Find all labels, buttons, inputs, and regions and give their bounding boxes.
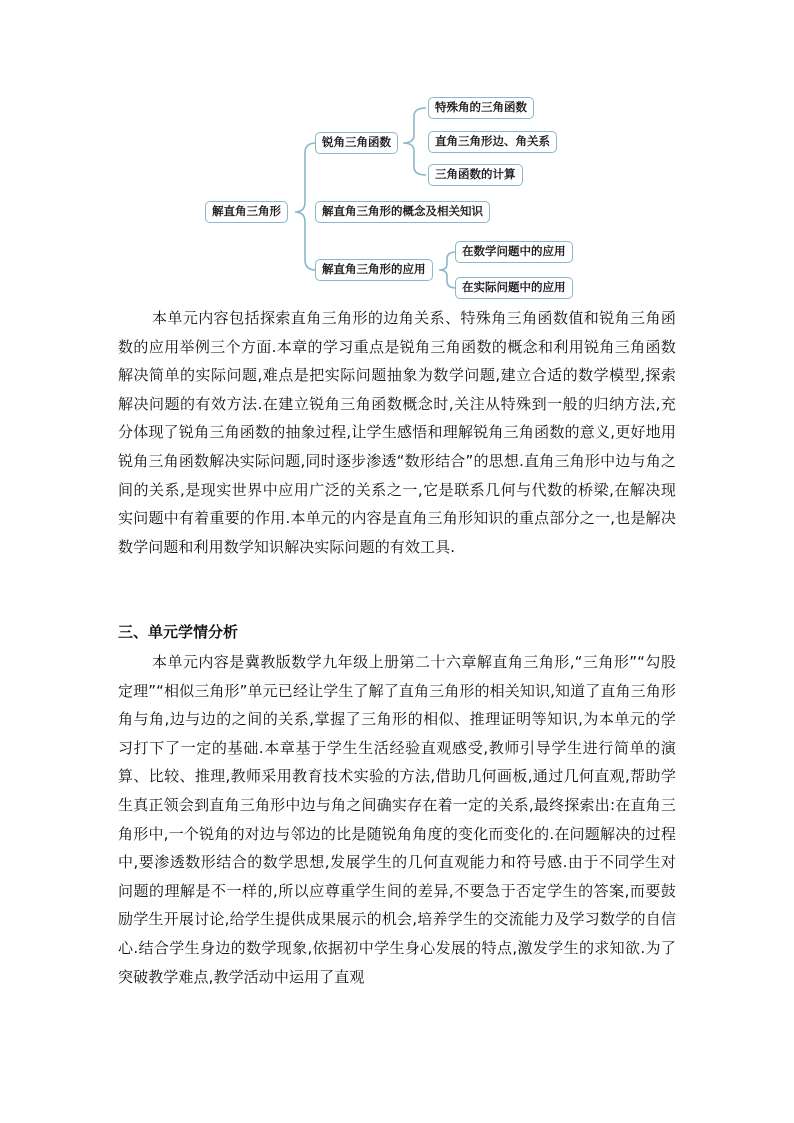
unit-content-paragraph: 本单元内容包括探索直角三角形的边角关系、特殊角三角函数值和锐角三角函数的应用举例三个方面.本章的学习重点是锐角三角函数的概念和利用锐角三角函数解决简单的实际问题,难点是把实际问题抽象为数学问题,建立合适的数学模型,探索解决问题的有效方法.在建立锐角三角函数概念时,关注从特殊到一般的归纳方法,充分体现了锐角三角函数的抽象过程,让学生感悟和理解锐角三角函数的意义,更好地用锐角三角函数解决实际问题,同时逐步渗透“数形结合”的思想.直角三角形中边与角之间的关系,是现实世界中应用广泛的关系之一,它是联系几何与代数的桥梁,在解决现实问题中有着重要的作用.本单元的内容是直角三角形知识的重点部分之一,也是解决数学问题和利用数学知识解决实际问题的有效工具.: [118, 309, 676, 556]
leaf-special-angle-trig: 特殊角的三角函数: [428, 97, 534, 119]
leaf-real-application: 在实际问题中的应用: [455, 277, 573, 299]
branch-application: 解直角三角形的应用: [315, 259, 433, 281]
branch-acute-trig-functions: 锐角三角函数: [315, 132, 398, 154]
leaf-edge-angle-relation: 直角三角形边、角关系: [428, 131, 557, 153]
branch3-brace: [439, 252, 456, 288]
section-heading: 三、单元学情分析: [118, 623, 239, 641]
mind-map: [0, 0, 794, 310]
branch-concept-and-knowledge: 解直角三角形的概念及相关知识: [315, 201, 490, 223]
branch1-brace: [403, 108, 426, 175]
root-brace: [295, 143, 316, 270]
leaf-math-application: 在数学问题中的应用: [455, 241, 573, 263]
leaf-trig-calculation: 三角函数的计算: [428, 164, 523, 186]
root-node: 解直角三角形: [205, 201, 288, 223]
student-analysis-paragraph: 本单元内容是冀教版数学九年级上册第二十六章解直角三角形,“三角形”“勾股定理”“相似三角形”单元已经让学生了解了直角三角形的相关知识,知道了直角三角形角与角,边与边的之间的关系,掌握了三角形的相似、推理证明等知识,为本单元的学习打下了一定的基础.本章基于学生生活经验直观感受,教师引导学生进行简单的演算、比较、推理,教师采用教育技术实验的方法,借助几何画板,通过几何直观,帮助学生真正领会到直角三角形中边与角之间确实存在着一定的关系,最终探索出:在直角三角形中,一个锐角的对边与邻边的比是随锐角角度的变化而变化的.在问题解决的过程中,要渗透数形结合的数学思想,发展学生的几何直观能力和符号感.由于不同学生对问题的理解是不一样的,所以应尊重学生间的差异,不要急于否定学生的答案,而要鼓励学生开展讨论,给学生提供成果展示的机会,培养学生的交流能力及学习数学的自信心.结合学生身边的数学现象,依据初中学生身心发展的特点,激发学生的求知欲.为了突破教学难点,教学活动中运用了直观: [118, 653, 676, 986]
